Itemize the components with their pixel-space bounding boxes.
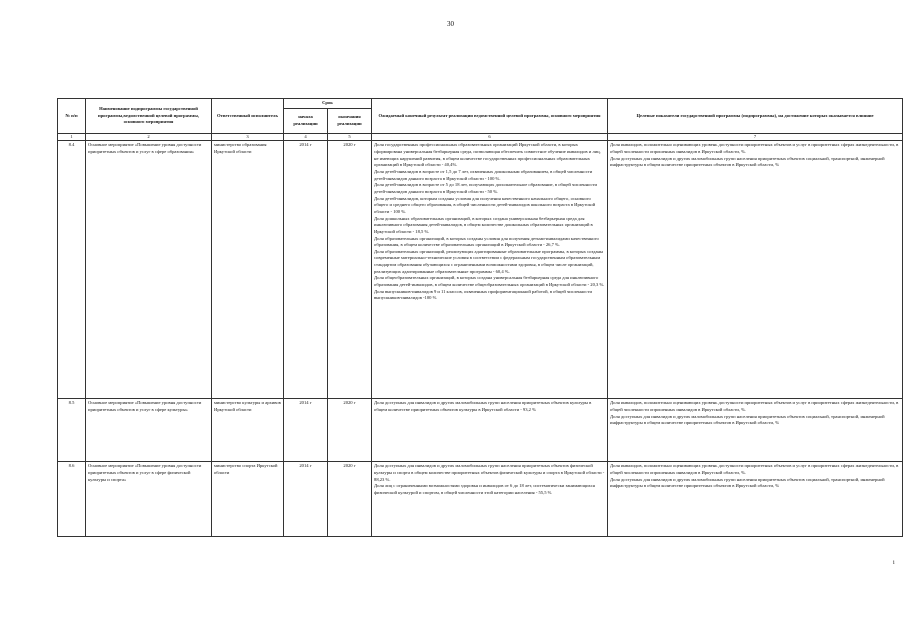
- expected-result: [372, 399, 608, 462]
- end-date: 2020 г: [328, 399, 372, 462]
- responsible-executor: министерство спорта Иркутской области: [212, 462, 284, 537]
- column-number-row: [58, 133, 903, 141]
- result-item: Доля детей-инвалидов, которым созданы условия для получения качественного начального общего, основного общего и среднего общего образования, в общей численности детей-инвалидов школьного возраста в Иркутской области - 100 %.: [374, 195, 596, 214]
- result-item: Доля государственных профессиональных образовательных организаций Иркутской области, в которых сформирована универсальная безбарьерная среда, позволяющая обеспечить совместное обучение инвалидов и лиц, не имеющих нарушений развития, в общем количестве государственных профессиональных образовательных организаций в Иркутской области - 40,4%.: [374, 142, 601, 168]
- col-number: 3: [212, 133, 284, 141]
- col-number: 4: [284, 133, 328, 141]
- header-result: Ожидаемый конечный результат реализации ведомственной целевой программы, основного мероприятия: [372, 99, 608, 134]
- result-item: Доля образовательных организаций, в которых созданы условия для получения детьми-инвалидами качественного образования, в общем количестве образовательных организаций в Иркутской области - 26,7 %.: [374, 235, 599, 248]
- indicator-item: Доля инвалидов, положительно оценивающих уровень доступности приоритетных объектов и услуг в приоритетных сферах жизнедеятельности, в общей численности опрошенных инвалидов в Иркутской области, %.: [610, 142, 899, 154]
- header-num: № п/п: [58, 99, 86, 134]
- result-item: Доля дошкольных образовательных организаций, в которых создана универсальная безбарьерная среда для инклюзивного образования детей-инвалидов, в общем количестве дошкольных образовательных организаций в Иркутской области - 18,5 %.: [374, 215, 593, 234]
- result-item: Доля лиц с ограниченными возможностями здоровья и инвалидов от 6 до 18 лет, систематически занимающихся физической культурой и спортом, в общей численности этой категории населения - 55,5 %: [374, 483, 595, 495]
- activity-name: Основное мероприятие «Повышение уровня доступности приоритетных объектов и услуг в сфере образования»: [86, 141, 212, 399]
- row-number: 8.4: [58, 141, 86, 399]
- header-responsible: Ответственный исполнитель: [212, 99, 284, 134]
- indicator-item: Доля инвалидов, положительно оценивающих уровень доступности приоритетных объектов и услуг в приоритетных сферах жизнедеятельности, в общей численности опрошенных инвалидов в Иркутской области, %.: [610, 400, 899, 412]
- col-number: 7: [608, 133, 903, 141]
- col-number: 5: [328, 133, 372, 141]
- row-number: 8.5: [58, 399, 86, 462]
- header-end: окончания реализации: [328, 108, 372, 133]
- activity-name: Основное мероприятие «Повышение уровня доступности приоритетных объектов и услуг в сфере культуры»: [86, 399, 212, 462]
- table-header-row: [58, 99, 903, 109]
- responsible-executor: министерство образования Иркутской области: [212, 141, 284, 399]
- row-number: 8.6: [58, 462, 86, 537]
- target-indicators: [608, 399, 903, 462]
- start-date: 2014 г: [284, 399, 328, 462]
- result-item: Доля общеобразовательных организаций, в которых создана универсальная безбарьерная среда для инклюзивного образования детей-инвалидов, в общем количестве общеобразовательных организаций в Иркутской области - 20,3 %.: [374, 275, 605, 288]
- indicator-item: Доля инвалидов, положительно оценивающих уровень доступности приоритетных объектов и услуг в приоритетных сферах жизнедеятельности, в общей численности опрошенных инвалидов в Иркутской области, %.: [610, 463, 899, 475]
- end-date: 2020 г: [328, 141, 372, 399]
- header-indicators: Целевые показатели государственной программы (подпрограммы), на достижение которых оказывается влияние: [608, 99, 903, 134]
- table-row: [58, 399, 903, 462]
- indicator-item: Доля доступных для инвалидов и других маломобильных групп населения приоритетных объектов социальной, транспортной, инженерной инфраструктуры в общем количестве приоритетных объектов в Иркутской области, %: [610, 476, 885, 489]
- header-term: Срок: [284, 99, 372, 109]
- result-item: Доля детей-инвалидов в возрасте от 1,5 до 7 лет, охваченных дошкольным образованием, в общей численности детей-инвалидов данного возраста в Иркутской области - 100 %.: [374, 168, 593, 181]
- program-table: [57, 98, 903, 537]
- col-number: 1: [58, 133, 86, 141]
- page-number: 30: [447, 20, 454, 28]
- result-item: Доля доступных для инвалидов и других маломобильных групп населения приоритетных объектов культуры в общем количестве приоритетных объектов культуры в Иркутской области - 93,2 %: [374, 400, 592, 412]
- expected-result: [372, 462, 608, 537]
- indicator-item: Доля доступных для инвалидов и других маломобильных групп населения приоритетных объектов социальной, транспортной, инженерной инфраструктуры в общем количестве приоритетных объектов в Иркутской области, %: [610, 155, 885, 168]
- result-item: Доля детей-инвалидов в возрасте от 5 до 18 лет, получающих дополнительное образование, в общей численности детей-инвалидов данного возраста в Иркутской области - 50 %.: [374, 182, 597, 194]
- activity-name: Основное мероприятие «Повышение уровня доступности приоритетных объектов и услуг в сфере физической культуры и спорта»: [86, 462, 212, 537]
- expected-result: [372, 141, 608, 399]
- result-item: Доля выпускников-инвалидов 9 и 11 классов, охваченных профориентационной работой, в общей численности выпускников-инвалидов -100 %: [374, 288, 592, 301]
- col-number: 2: [86, 133, 212, 141]
- target-indicators: [608, 462, 903, 537]
- result-item: Доля образовательных организаций, реализующих адаптированные образовательные программы, в которых созданы современные материально-технические условия в соответствии с федеральным государственным образовательным стандартом образования обучающихся с ограниченными возможностями здоровья, в общем числе организаций, реализующих адаптированные образовательные программы - 60,4 %.: [374, 248, 604, 274]
- target-indicators: [608, 141, 903, 399]
- table-row: [58, 141, 903, 399]
- indicator-item: Доля доступных для инвалидов и других маломобильных групп населения приоритетных объектов социальной, транспортной, инженерной инфраструктуры в общем количестве приоритетных объектов в Иркутской области, %: [610, 413, 885, 426]
- start-date: 2014 г: [284, 462, 328, 537]
- header-name: Наименование подпрограммы государственной программы,ведомственной целевой программы, основного мероприятия: [86, 99, 212, 134]
- responsible-executor: министерство культуры и архивов Иркутской области: [212, 399, 284, 462]
- side-mark: i: [893, 560, 895, 566]
- start-date: 2014 г: [284, 141, 328, 399]
- table-row: [58, 462, 903, 537]
- end-date: 2020 г: [328, 462, 372, 537]
- header-start: начала реализации: [284, 108, 328, 133]
- col-number: 6: [372, 133, 608, 141]
- result-item: Доля доступных для инвалидов и других маломобильных групп населения приоритетных объектов физической культуры и спорта в общем количестве приоритетных объектов физической культуры и спорта в Иркутской области - 88,23 %.: [374, 463, 605, 482]
